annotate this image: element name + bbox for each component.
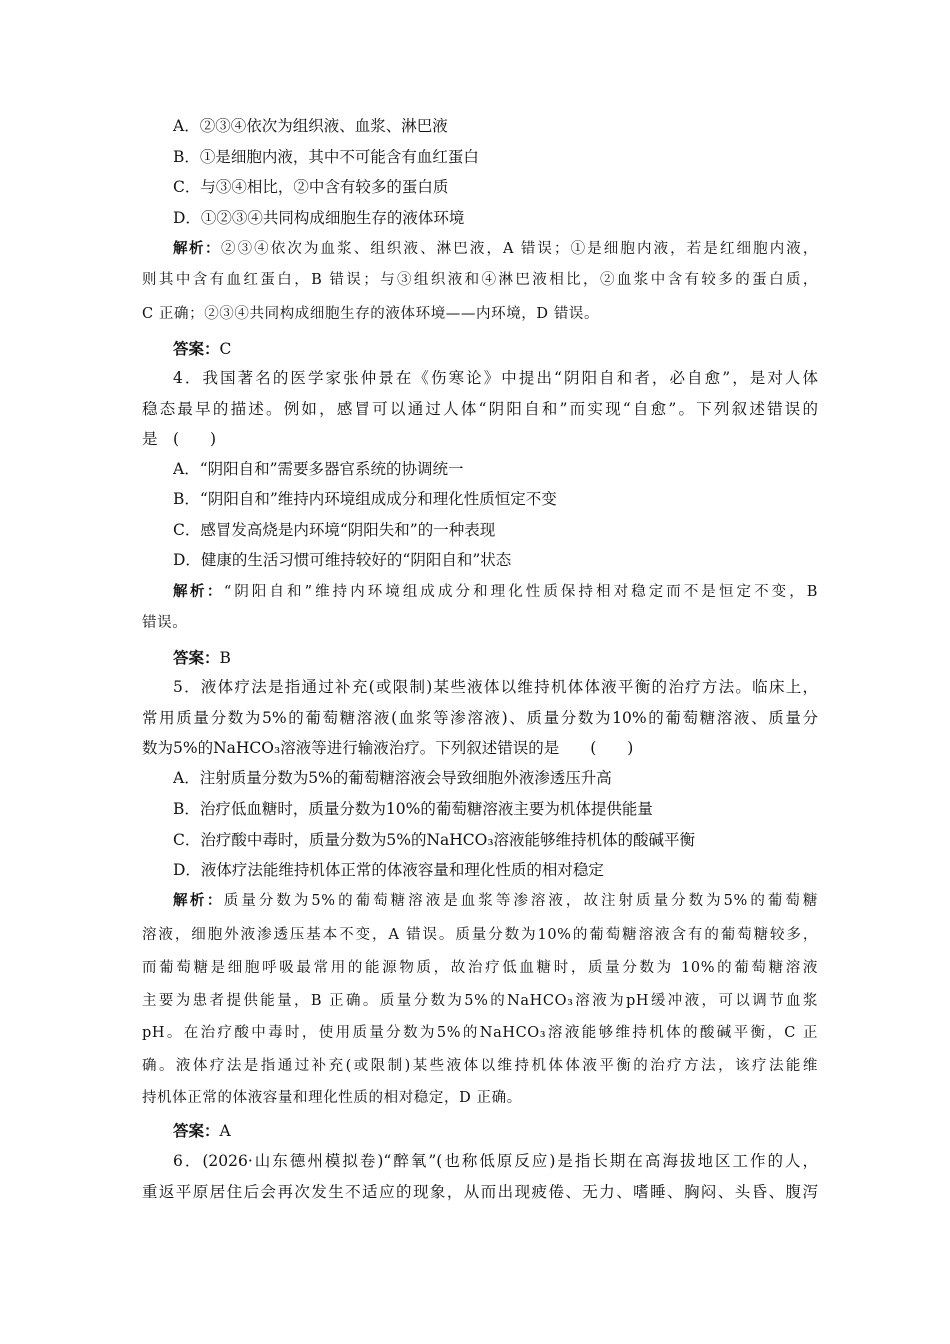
q3-analysis-label: 解析： bbox=[173, 241, 221, 257]
q5-stem-line-1: 5．液体疗法是指通过补充(或限制)某些液体以维持机体体液平衡的治疗方法。临床上， bbox=[173, 678, 818, 696]
q5-option-c: C．治疗酸中毒时，质量分数为5%的NaHCO₃溶液能够维持机体的酸碱平衡 bbox=[173, 831, 696, 849]
q3-analysis-line-3: C 正确；②③④共同构成细胞生存的液体环境——内环境，D 错误。 bbox=[142, 306, 600, 322]
q3-answer bbox=[173, 339, 818, 359]
q3-answer-value: C bbox=[219, 340, 232, 358]
q4-option-d: D．健康的生活习惯可维持较好的“阴阳自和”状态 bbox=[173, 551, 512, 569]
q6-stem-line-1: 6．(2026·山东德州模拟卷)“醉氧”(也称低原反应)是指长期在高海拔地区工作的人， bbox=[173, 1152, 818, 1170]
q3-analysis-line-2: 则其中含有血红蛋白，B 错误；与③组织液和④淋巴液相比，②血浆中含有较多的蛋白质， bbox=[142, 272, 818, 288]
q4-answer-value: B bbox=[219, 649, 231, 667]
q3-option-b: B．①是细胞内液，其中不可能含有血红蛋白 bbox=[173, 148, 479, 166]
q4-answer-label: 答案： bbox=[173, 649, 220, 667]
q5-analysis-line-4: 主要为患者提供能量，B 正确。质量分数为5%的NaHCO₃溶液为pH缓冲液，可以调节血浆 bbox=[142, 993, 818, 1009]
q4-analysis-label: 解析： bbox=[173, 584, 224, 600]
q5-analysis-line-7: 持机体正常的体液容量和理化性质的相对稳定，D 正确。 bbox=[142, 1090, 522, 1106]
q4-option-c: C．感冒发高烧是内环境“阴阳失和”的一种表现 bbox=[173, 521, 496, 539]
q4-analysis-line-1: 解析：“阴阳自和”维持内环境组成成分和理化性质保持相对稳定而不是恒定不变，B bbox=[173, 584, 818, 600]
q5-answer bbox=[173, 1121, 818, 1141]
q3-answer-label: 答案： bbox=[173, 340, 220, 358]
q3-option-a: A．②③④依次为组织液、血浆、淋巴液 bbox=[173, 117, 448, 135]
q3-analysis-line-1: 解析：②③④依次为血浆、组织液、淋巴液，A 错误；①是细胞内液，若是红细胞内液， bbox=[173, 241, 818, 257]
q4-option-b: B．“阴阳自和”维持内环境组成成分和理化性质恒定不变 bbox=[173, 490, 557, 508]
q5-option-d: D．液体疗法能维持机体正常的体液容量和理化性质的相对稳定 bbox=[173, 861, 604, 879]
q6-stem-line-2: 重返平原居住后会再次发生不适应的现象，从而出现疲倦、无力、嗜睡、胸闷、头昏、腹泻 bbox=[142, 1183, 818, 1201]
q3-option-c: C．与③④相比，②中含有较多的蛋白质 bbox=[173, 178, 449, 196]
q4-analysis-line-2: 错误。 bbox=[142, 615, 188, 631]
q5-analysis-line-3: 而葡萄糖是细胞呼吸最常用的能源物质，故治疗低血糖时，质量分数为 10%的葡萄糖溶液 bbox=[142, 960, 818, 976]
q4-stem-line-2: 稳态最早的描述。例如，感冒可以通过人体“阴阳自和”而实现“自愈”。下列叙述错误的 bbox=[142, 400, 818, 418]
q5-analysis-line-1: 解析：质量分数为5%的葡萄糖溶液是血浆等渗溶液，故注射质量分数为5%的葡萄糖 bbox=[173, 893, 818, 909]
q5-analysis-line-5: pH。在治疗酸中毒时，使用质量分数为5%的NaHCO₃溶液能够维持机体的酸碱平衡，C 正 bbox=[142, 1025, 818, 1041]
q5-analysis-line-6: 确。液体疗法是指通过补充(或限制)某些液体以维持机体体液平衡的治疗方法，该疗法能维 bbox=[142, 1058, 818, 1074]
q3-option-d: D．①②③④共同构成细胞生存的液体环境 bbox=[173, 209, 465, 227]
q5-answer-label: 答案： bbox=[173, 1122, 220, 1140]
q5-option-a: A．注射质量分数为5%的葡萄糖溶液会导致细胞外液渗透压升高 bbox=[173, 769, 612, 787]
q5-stem-line-3: 数为5%的NaHCO₃溶液等进行输液治疗。下列叙述错误的是 ( ) bbox=[142, 739, 634, 757]
q5-stem-line-2: 常用质量分数为5%的葡萄糖溶液(血浆等渗溶液)、质量分数为10%的葡萄糖溶液、质量分 bbox=[142, 709, 818, 727]
q5-analysis-label: 解析： bbox=[173, 893, 224, 909]
q5-option-b: B．治疗低血糖时，质量分数为10%的葡萄糖溶液主要为机体提供能量 bbox=[173, 800, 653, 818]
q4-option-a: A．“阴阳自和”需要多器官系统的协调统一 bbox=[173, 460, 464, 478]
q4-stem-line-1: 4．我国著名的医学家张仲景在《伤寒论》中提出“阴阳自和者，必自愈”，是对人体 bbox=[173, 369, 818, 387]
q5-answer-value: A bbox=[219, 1122, 231, 1140]
q4-stem-line-3: 是 ( ) bbox=[142, 430, 217, 448]
q4-answer bbox=[173, 648, 818, 668]
q5-analysis-line-2: 溶液，细胞外液渗透压基本不变，A 错误。质量分数为10%的葡萄糖溶液含有的葡萄糖较多， bbox=[142, 927, 818, 943]
